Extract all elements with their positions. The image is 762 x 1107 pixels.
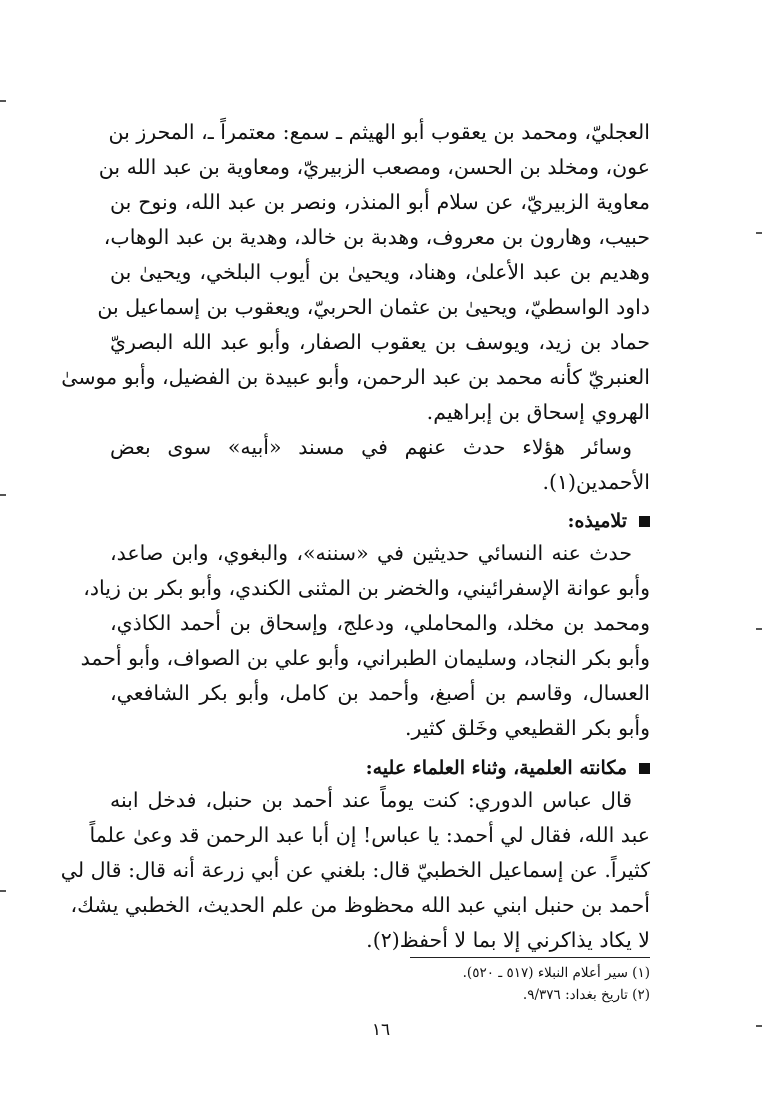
text-line: عون، ومخلد بن الحسن، ومصعب الزبيريّ، ومعاوية بن عبد الله بن [98,155,650,179]
scan-mark [756,628,762,630]
text-line: كثيراً. عن إسماعيل الخطبيّ قال: بلغني عن أبي زرعة أنه قال: قال لي [60,858,650,882]
text-line: العجليّ، ومحمد بن يعقوب أبو الهيثم ـ سمع: معتمراً ـ، المحرز بن [108,120,650,144]
section-title: تلاميذه: [567,510,627,532]
text-line: لا يكاد يذاكرني إلا بما لا أحفظ(٢). [366,928,650,952]
text-line: ومحمد بن مخلد، والمحاملي، ودعلج، وإسحاق بن أحمد الكاذي، [110,611,650,635]
scan-mark [0,494,6,496]
section-heading-students [110,506,650,536]
section-title: مكانته العلمية، وثناء العلماء عليه: [365,757,627,779]
text-line: وأبو عوانة الإسفرائيني، والخضر بن المثنى الكندي، وأبو بكر بن زياد، [83,576,650,600]
footnote: (١) سير أعلام النبلاء (٥١٧ ـ ٥٢٠). [462,965,650,981]
text-line: حبيب، وهارون بن معروف، وهدبة بن خالد، وهدية بن عبد الوهاب، [103,225,650,249]
text-line: أحمد بن حنبل ابني عبد الله محظوظ من علم الحديث، الخطبي يشك، [70,893,650,917]
text-line: العنبريّ كأنه محمد بن عبد الرحمن، وأبو عبيدة بن الفضيل، وأبو موسىٰ [61,365,650,389]
scan-mark [756,1025,762,1027]
text-line: حماد بن زيد، ويوسف بن يعقوب الصفار، وأبو عبد الله البصريّ [110,330,650,354]
text-line: العسال، وقاسم بن أصبغ، وأحمد بن كامل، وأبو بكر الشافعي، [110,681,650,705]
text-line: داود الواسطيّ، ويحيىٰ بن عثمان الحربيّ، ويعقوب بن إسماعيل بن [97,295,650,319]
footnote-separator [410,957,650,958]
text-line: الأحمدين(١). [542,470,650,494]
footnote: (٢) تاريخ بغداد: ٩/٣٧٦. [522,987,650,1003]
text-line: عبد الله، فقال لي أحمد: يا عباس! إن أبا عبد الرحمن قد وعىٰ علماً [89,823,650,847]
square-bullet-icon [639,516,650,527]
text-line: حدث عنه النسائي حديثين في «سننه»، والبغوي، وابن صاعد، [110,541,632,565]
text-line: قال عباس الدوري: كنت يوماً عند أحمد بن حنبل، فدخل ابنه [110,788,632,812]
scan-mark [0,100,6,102]
text-line: معاوية الزبيريّ، عن سلام أبو المنذر، ونصر بن عبد الله، ونوح بن [110,190,650,214]
text-line: وأبو بكر النجاد، وسليمان الطبراني، وأبو علي بن الصواف، وأبو أحمد [80,646,650,670]
text-line: وهديم بن عبد الأعلىٰ، وهناد، ويحيىٰ بن أيوب البلخي، ويحيىٰ بن [110,260,650,284]
scan-mark [756,232,762,234]
text-line: وأبو بكر القطيعي وخَلق كثير. [405,716,650,740]
section-heading-standing [110,753,650,783]
square-bullet-icon [639,763,650,774]
text-line: وسائر هؤلاء حدث عنهم في مسند «أبيه» سوى بعض [110,435,632,459]
scan-mark [0,890,6,892]
page-number: ١٦ [371,1020,391,1040]
text-line: الهروي إسحاق بن إبراهيم. [426,400,650,424]
